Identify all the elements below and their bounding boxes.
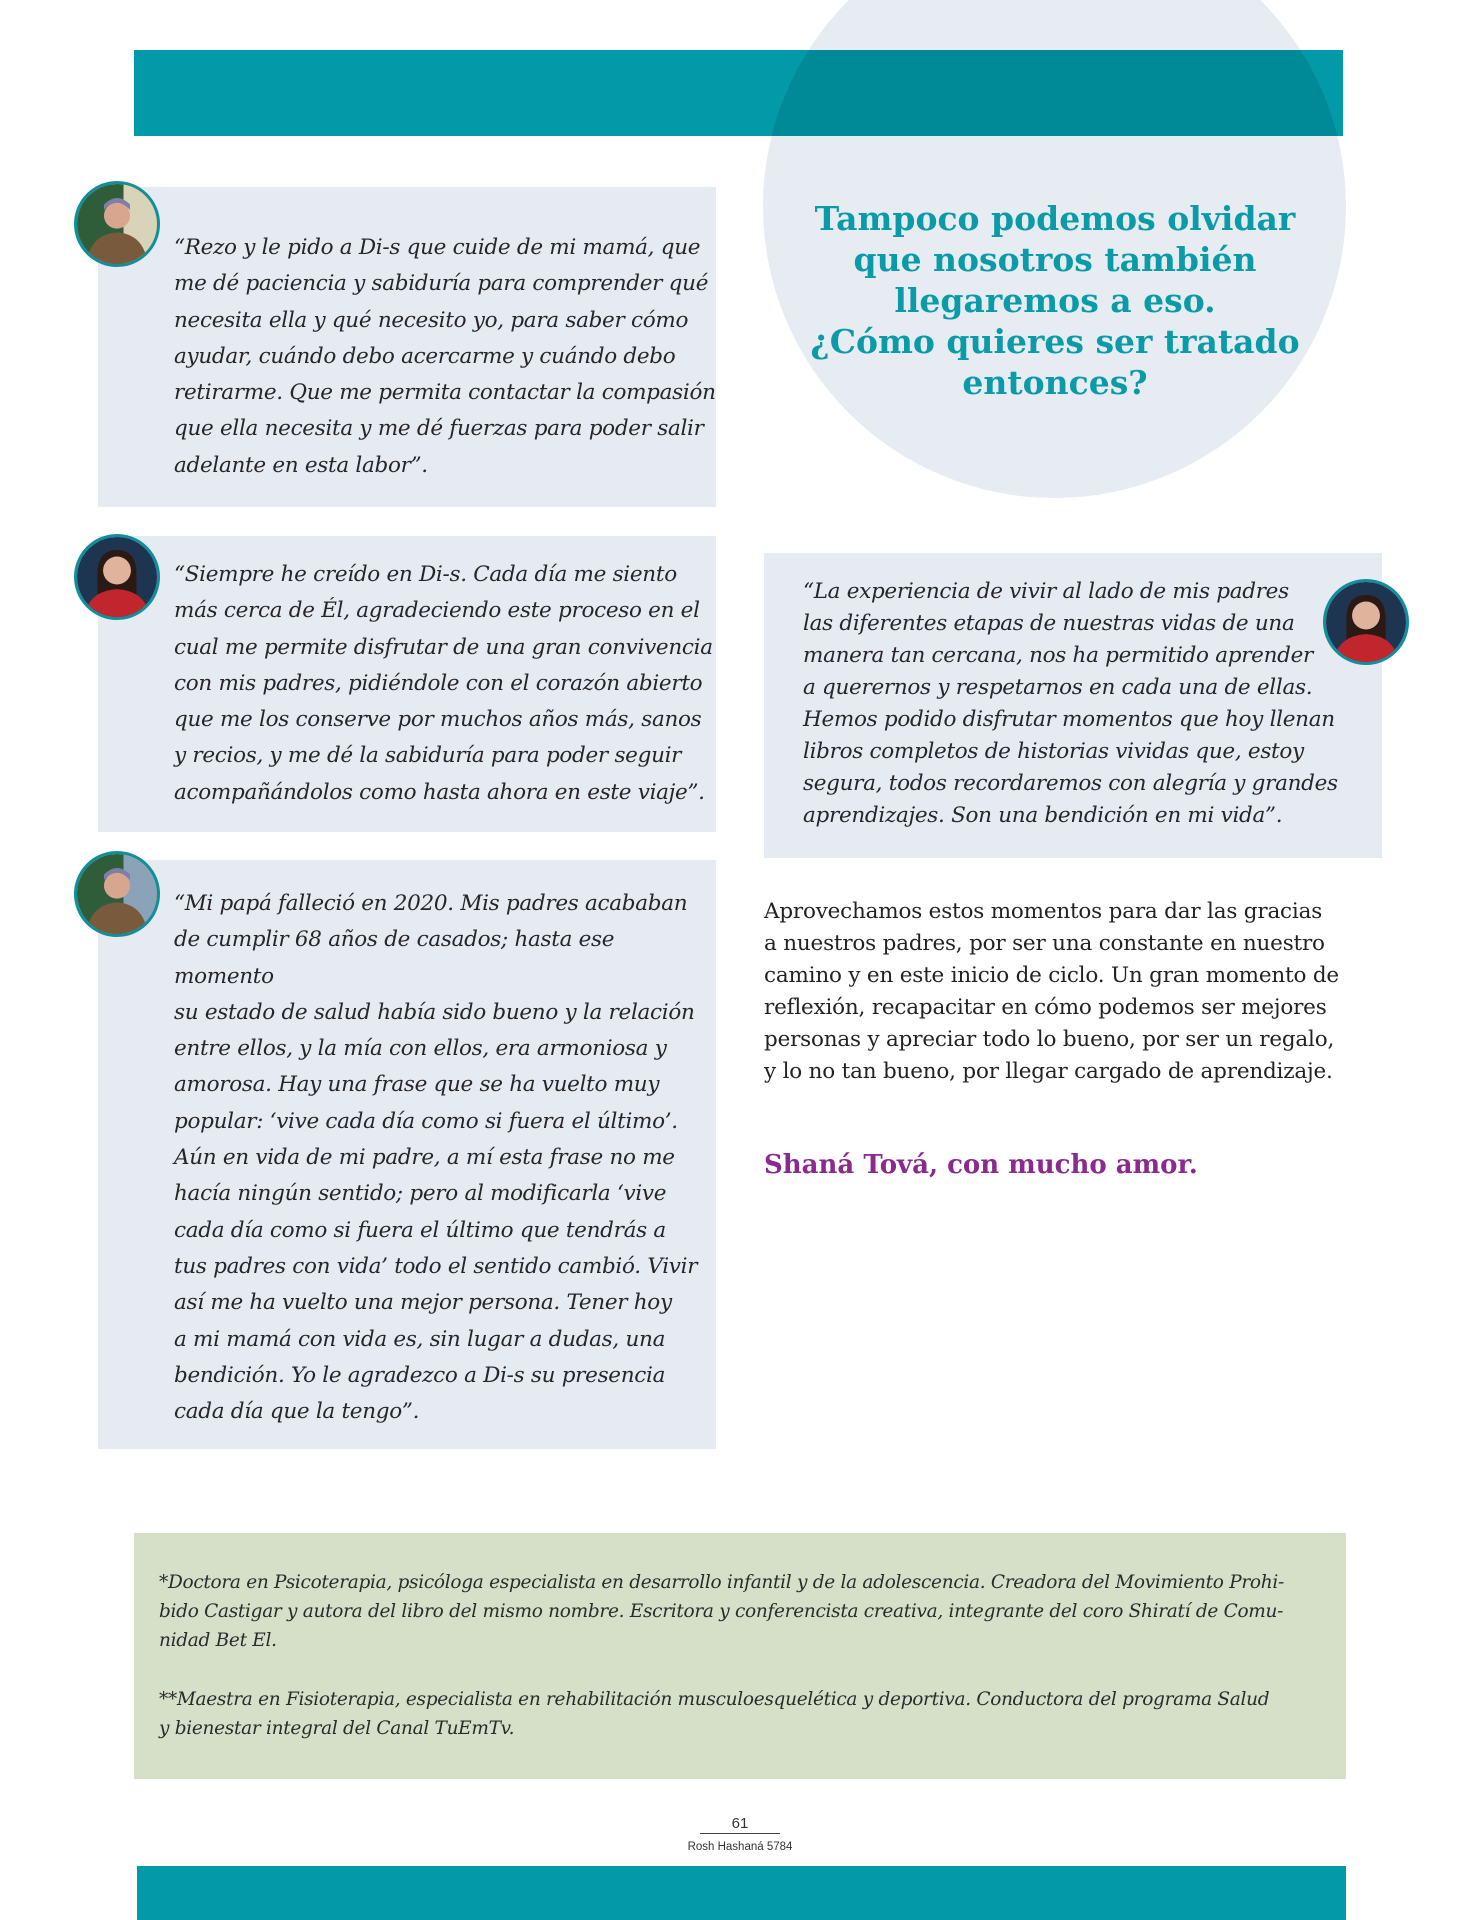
- bottom-banner: [137, 1866, 1346, 1920]
- avatar-author-1: [74, 851, 160, 937]
- quote-text-2: “Siempre he creído en Di-s. Cada día me siento más cerca de Él, agradeciendo este proceso en el cual me permite disfrutar de una gran convivencia con mis padres, pidiéndole con el corazón abierto que me los conserve por muchos años más, sanos y recios, y me dé la sabiduría para poder seguir acompañándolos como hasta ahora en este viaje”.: [174, 562, 713, 805]
- quote-text-3: “Mi papá falleció en 2020. Mis padres acababan de cumplir 68 años de casados; hasta ese momento su estado de salud había sido bueno y la relación entre ellos, y la mía con ellos, era armoniosa y amorosa. Hay una frase que se ha vuelto muy popular: ‘vive cada día como si fuera el último’. Aún en vida de mi padre, a mí esta frase no me hacía ningún sentido; pero al modificarla ‘vive cada día como si fuera el último que tendrás a tus padres con vida’ todo el sentido cambió. Vivir así me ha vuelto una mejor persona. Tener hoy a mi mamá con vida es, sin lugar a dudas, una bendición. Yo le agradezco a Di-s su presencia cada día que la tengo”.: [174, 891, 698, 1425]
- avatar-author-1: [74, 181, 160, 267]
- footnote-1: *Doctora en Psicoterapia, psicóloga especialista en desarrollo infantil y de la adolescencia. Creadora del Movimiento Prohi- bido Castigar y autora del libro del mismo nombre. Escritora y conferencista creativa, integrante del coro Shiratí de Comu- nidad Bet El.: [159, 1572, 1284, 1651]
- banner-circle-overlap: [134, 50, 1343, 136]
- issue-label: Rosh Hashaná 5784: [687, 1841, 793, 1853]
- footnotes-box: [134, 1533, 1346, 1779]
- avatar-author-2: [74, 534, 160, 620]
- closing-paragraph: Aprovechamos estos momentos para dar las gracias a nuestros padres, por ser una constante en nuestro camino y en este inicio de ciclo. Un gran momento de reflexión, recapacitar en cómo podemos ser mejores personas y apreciar todo lo bueno, por ser un regalo, y lo no tan bueno, por llegar cargado de aprendizaje.: [764, 899, 1339, 1084]
- closing-greeting: Shaná Tová, con mucho amor.: [764, 1150, 1198, 1180]
- highlight-heading: Tampoco podemos olvidar que nosotros también llegaremos a eso. ¿Cómo quieres ser tratado entonces?: [810, 199, 1300, 402]
- page-number: 61: [700, 1815, 780, 1834]
- quote-text-1: “Rezo y le pido a Di-s que cuide de mi mamá, que me dé paciencia y sabiduría para comprender qué necesita ella y qué necesito yo, para saber cómo ayudar, cuándo debo acercarme y cuándo debo retirarme. Que me permita contactar la compasión que ella necesita y me dé fuerzas para poder salir adelante en esta labor”.: [174, 235, 716, 478]
- footnote-2: **Maestra en Fisioterapia, especialista en rehabilitación musculoesquelética y deportiva. Conductora del programa Salud y bienestar integral del Canal TuEmTv.: [159, 1689, 1270, 1739]
- quote-text-4: “La experiencia de vivir al lado de mis padres las diferentes etapas de nuestras vidas de una manera tan cercana, nos ha permitido aprender a querernos y respetarnos en cada una de ellas. Hemos podido disfrutar momentos que hoy llenan libros completos de historias vividas que, estoy segura, todos recordaremos con alegría y grandes aprendizajes. Son una bendición en mi vida”.: [803, 579, 1338, 828]
